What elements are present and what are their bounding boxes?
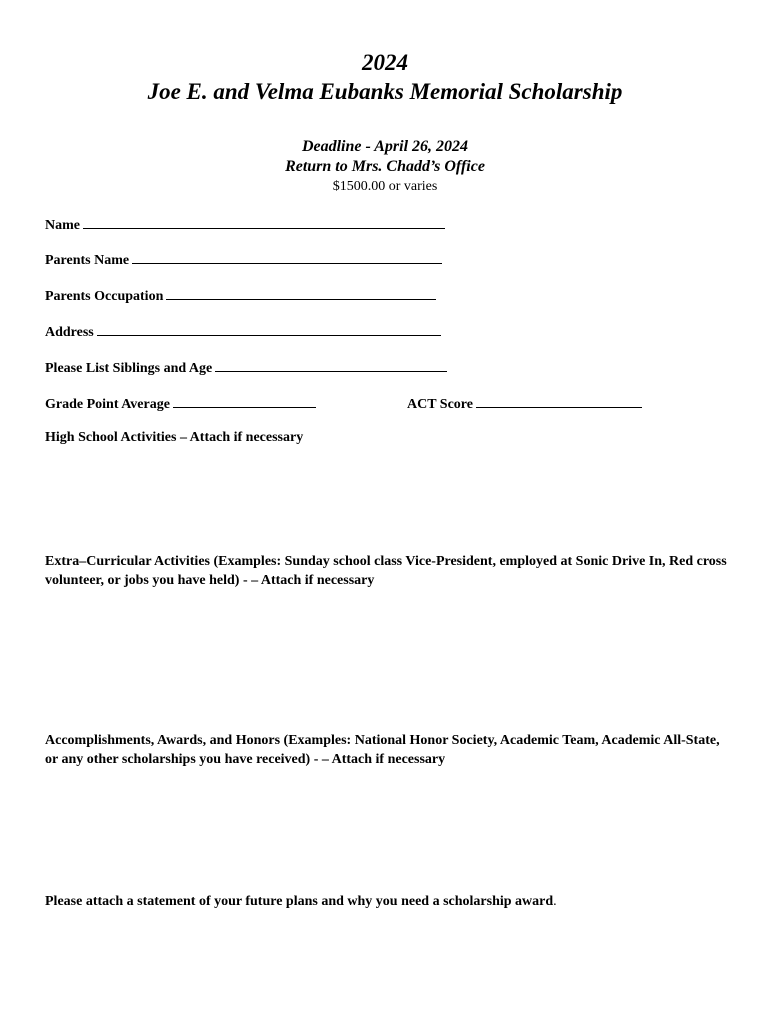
- activities-section: High School Activities – Attach if necessary: [45, 430, 304, 445]
- document-year: 2024: [362, 50, 408, 75]
- gpa-field: [45, 393, 316, 411]
- act-line[interactable]: [476, 393, 642, 408]
- extracurricular-section: Extra–Curricular Activities (Examples: Sunday school class Vice-President, employed at Sonic Drive In, Red cross volunteer, or jobs you have held) - – Attach if necessary: [45, 554, 727, 588]
- siblings-label: Please List Siblings and Age: [45, 361, 213, 376]
- address-field: [45, 321, 441, 339]
- siblings-line[interactable]: [215, 357, 447, 372]
- gpa-label: Grade Point Average: [45, 397, 170, 412]
- act-field: [407, 393, 642, 411]
- statement-text: Please attach a statement of your future plans and why you need a scholarship award: [45, 894, 554, 909]
- parents-name-label: Parents Name: [45, 253, 130, 268]
- gpa-line[interactable]: [173, 393, 316, 408]
- name-field: [45, 214, 445, 232]
- accomplishments-section: Accomplishments, Awards, and Honors (Examples: National Honor Society, Academic Team, Academic All-State, or any other scholarships you have received) - – Attach if necessary: [45, 733, 720, 767]
- parents-occupation-line[interactable]: [166, 285, 436, 300]
- name-label: Name: [45, 218, 80, 233]
- parents-occupation-label: Parents Occupation: [45, 289, 164, 304]
- parents-occupation-field: [45, 285, 436, 303]
- address-label: Address: [45, 325, 94, 340]
- deadline-text: Deadline - April 26, 2024: [301, 138, 469, 155]
- act-label: ACT Score: [407, 397, 473, 412]
- scholarship-amount: $1500.00 or varies: [332, 179, 438, 194]
- address-line[interactable]: [97, 321, 441, 336]
- statement-section: [45, 892, 735, 911]
- name-line[interactable]: [83, 214, 445, 229]
- parents-name-line[interactable]: [132, 249, 442, 264]
- statement-period: .: [553, 894, 557, 909]
- document-title: Joe E. and Velma Eubanks Memorial Scholarship: [147, 79, 623, 104]
- siblings-field: [45, 357, 447, 375]
- return-to-text: Return to Mrs. Chadd’s Office: [285, 158, 485, 175]
- parents-name-field: [45, 249, 442, 267]
